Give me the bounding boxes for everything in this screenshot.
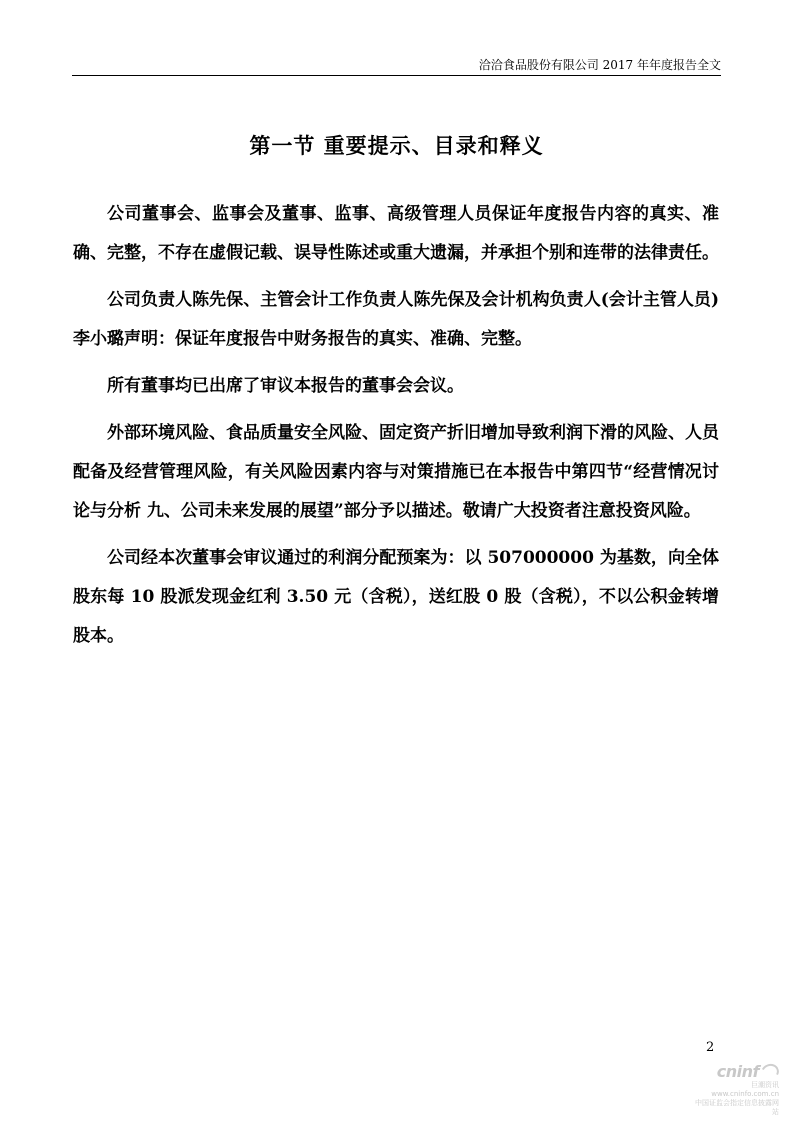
running-header: 洽洽食品股份有限公司 2017 年年度报告全文 [478, 58, 721, 72]
watermark-line-1: 巨潮资讯 [751, 1081, 779, 1089]
watermark-line-2: www.cninfo.com.cn [711, 1090, 779, 1098]
watermark-line-3: 中国证监会指定信息披露网站 [695, 1099, 779, 1116]
paragraph-responsible-persons: 公司负责人陈先保、主管会计工作负责人陈先保及会计机构负责人(会计主管人员)李小璐声明：保证年度报告中财务报告的真实、准确、完整。 [73, 290, 719, 349]
paragraph-profit-distribution: 公司经本次董事会审议通过的利润分配预案为：以 507000000 为基数，向全体股东每 10 股派发现金红利 3.50 元（含税），送红股 0 股（含税），不以公积金转增股本。 [73, 548, 719, 646]
swoosh-icon [759, 1061, 781, 1082]
paragraph-board-guarantee: 公司董事会、监事会及董事、监事、高级管理人员保证年度报告内容的真实、准确、完整，不存在虚假记载、误导性陈述或重大遗漏，并承担个别和连带的法律责任。 [73, 204, 719, 263]
cninfo-watermark [689, 1062, 779, 1114]
header-divider [72, 75, 721, 76]
body-text [73, 195, 719, 664]
page-number: 2 [706, 1040, 715, 1055]
cninfo-logo [717, 1062, 779, 1081]
section-title: 第一节 重要提示、目录和释义 [249, 133, 544, 158]
paragraph-attendance: 所有董事均已出席了审议本报告的董事会会议。 [107, 376, 464, 396]
paragraph-risks: 外部环境风险、食品质量安全风险、固定资产折旧增加导致利润下滑的风险、人员配备及经营管理风险，有关风险因素内容与对策措施已在本报告中第四节“经营情况讨论与分析 九、公司未来发展的展望”部分予以描述。敬请广大投资者注意投资风险。 [73, 423, 719, 521]
cninfo-logo-text: cninf [716, 1062, 759, 1081]
